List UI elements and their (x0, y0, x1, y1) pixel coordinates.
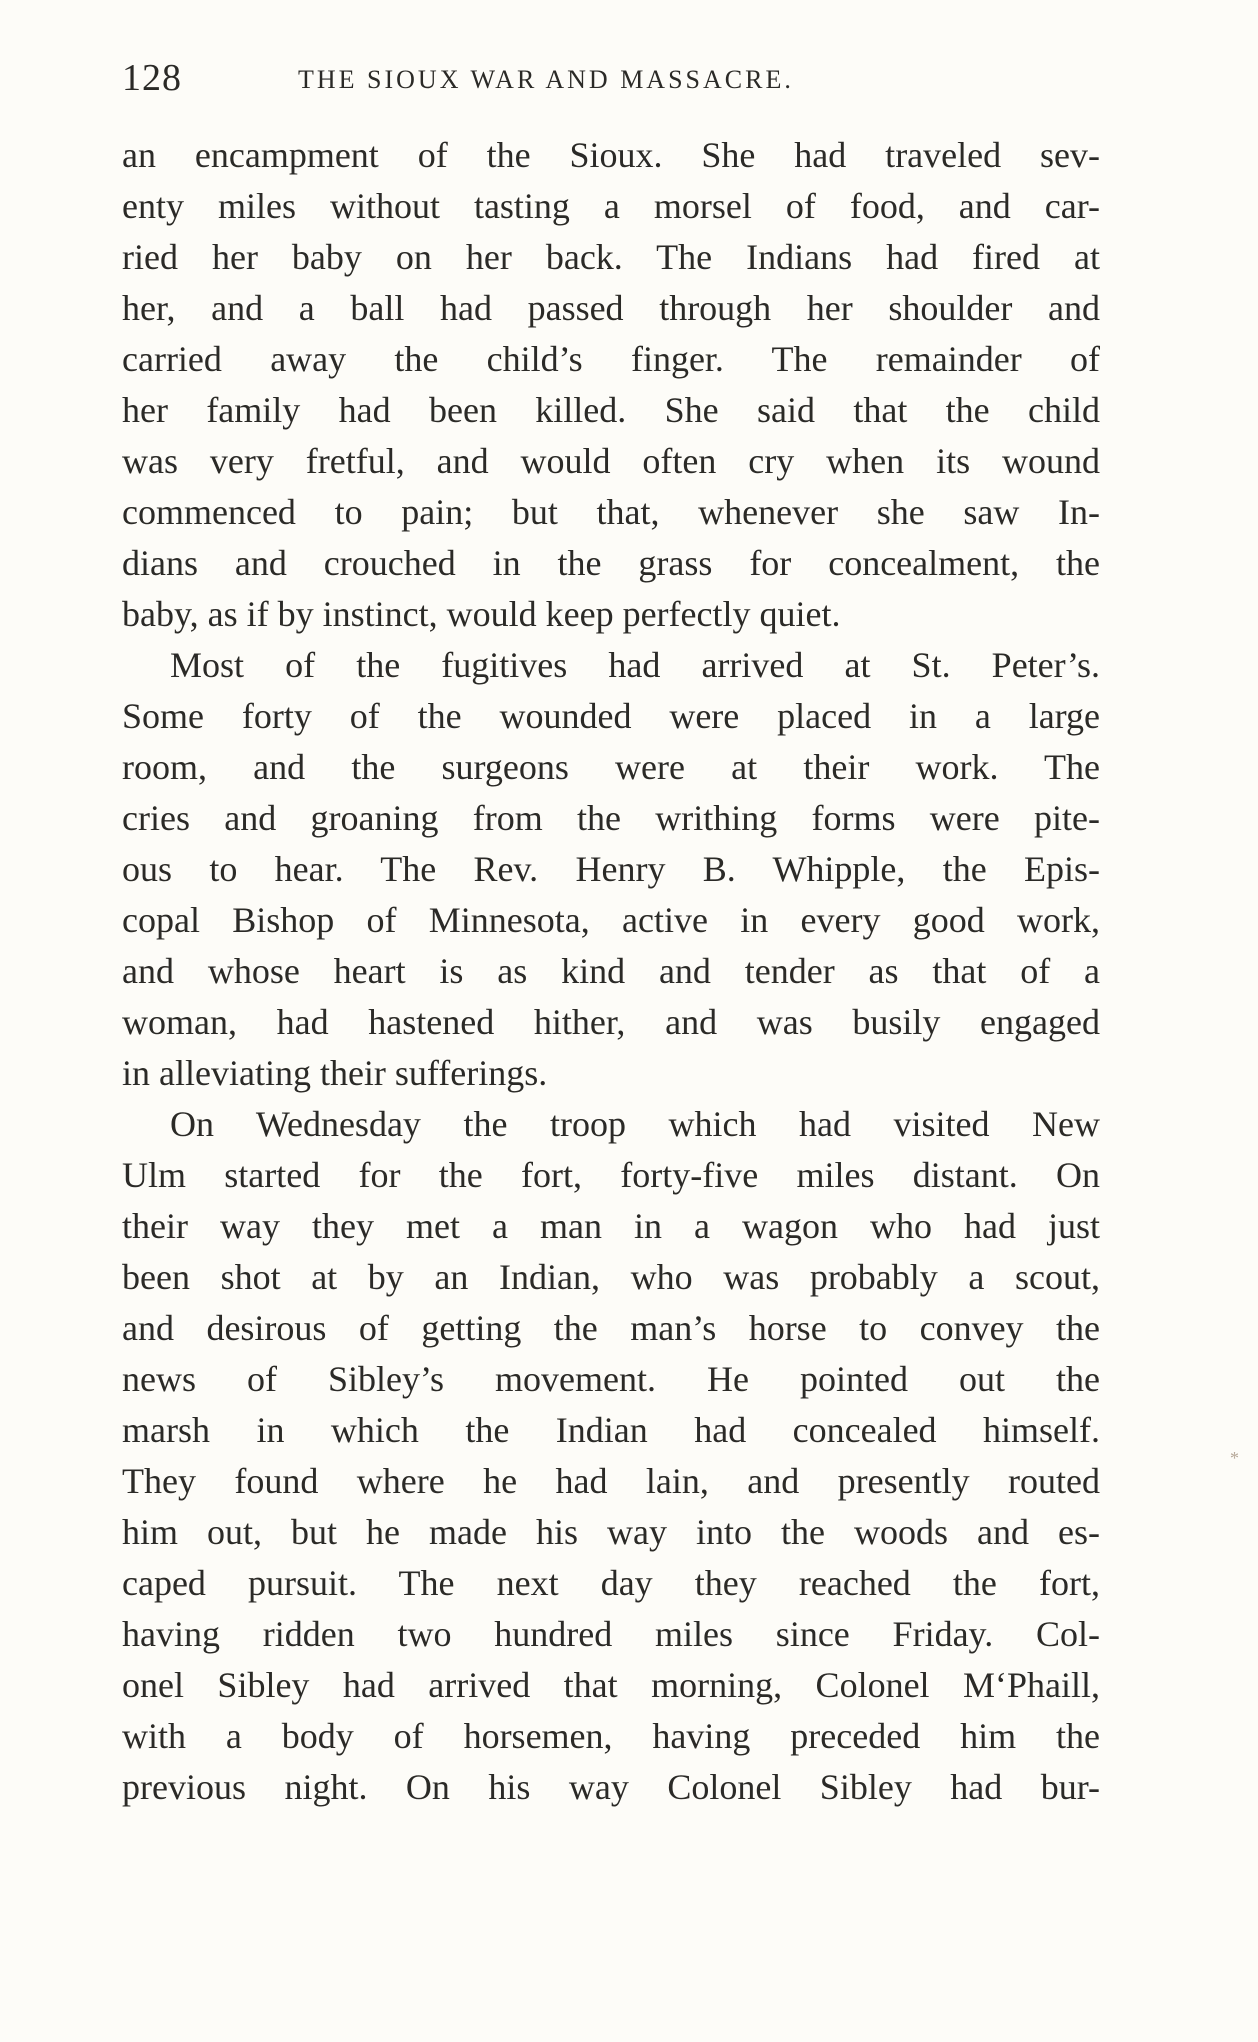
text-line: dians and crouched in the grass for concealment, the (122, 543, 1100, 583)
text-line: was very fretful, and would often cry when its wound (122, 441, 1100, 481)
text-line: carried away the child’s finger. The remainder of (122, 339, 1100, 379)
text-line: their way they met a man in a wagon who had just (122, 1206, 1100, 1246)
text-line: an encampment of the Sioux. She had traveled sev- (122, 135, 1100, 175)
text-line: ous to hear. The Rev. Henry B. Whipple, the Epis- (122, 849, 1100, 889)
text-line: commenced to pain; but that, whenever she saw In- (122, 492, 1100, 532)
paragraph-first-line: On Wednesday the troop which had visited New (170, 1104, 1100, 1144)
paragraph-first-line: Most of the fugitives had arrived at St. Peter’s. (170, 645, 1100, 685)
page-number: 128 (122, 57, 182, 99)
text-line: in alleviating their sufferings. (122, 1053, 548, 1093)
running-title: THE SIOUX WAR AND MASSACRE. (298, 65, 794, 94)
text-line: her, and a ball had passed through her shoulder and (122, 288, 1100, 328)
text-line: her family had been killed. She said that the child (122, 390, 1100, 430)
text-line: Ulm started for the fort, forty-five miles distant. On (122, 1155, 1100, 1195)
text-line: caped pursuit. The next day they reached the fort, (122, 1563, 1100, 1603)
running-head (122, 56, 1100, 100)
text-line: with a body of horsemen, having preceded him the (122, 1716, 1100, 1756)
ink-speck: * (1230, 1448, 1239, 1468)
text-line: enty miles without tasting a morsel of food, and car- (122, 186, 1100, 226)
text-line: copal Bishop of Minnesota, active in every good work, (122, 900, 1100, 940)
text-line: and whose heart is as kind and tender as that of a (122, 951, 1100, 991)
text-line: They found where he had lain, and presently routed (122, 1461, 1100, 1501)
text-line: marsh in which the Indian had concealed himself. (122, 1410, 1100, 1450)
text-line: baby, as if by instinct, would keep perfectly quiet. (122, 594, 841, 634)
text-line: having ridden two hundred miles since Friday. Col- (122, 1614, 1100, 1654)
text-line: room, and the surgeons were at their work. The (122, 747, 1100, 787)
body-text (122, 130, 1100, 1813)
text-line: news of Sibley’s movement. He pointed out the (122, 1359, 1100, 1399)
text-line: onel Sibley had arrived that morning, Colonel M‘Phaill, (122, 1665, 1100, 1705)
text-line: ried her baby on her back. The Indians had fired at (122, 237, 1100, 277)
text-line: woman, had hastened hither, and was busily engaged (122, 1002, 1100, 1042)
text-line: been shot at by an Indian, who was probably a scout, (122, 1257, 1100, 1297)
text-line: and desirous of getting the man’s horse to convey the (122, 1308, 1100, 1348)
text-line: cries and groaning from the writhing forms were pite- (122, 798, 1100, 838)
text-line: him out, but he made his way into the woods and es- (122, 1512, 1100, 1552)
text-line: previous night. On his way Colonel Sibley had bur- (122, 1767, 1100, 1807)
text-line: Some forty of the wounded were placed in a large (122, 696, 1100, 736)
